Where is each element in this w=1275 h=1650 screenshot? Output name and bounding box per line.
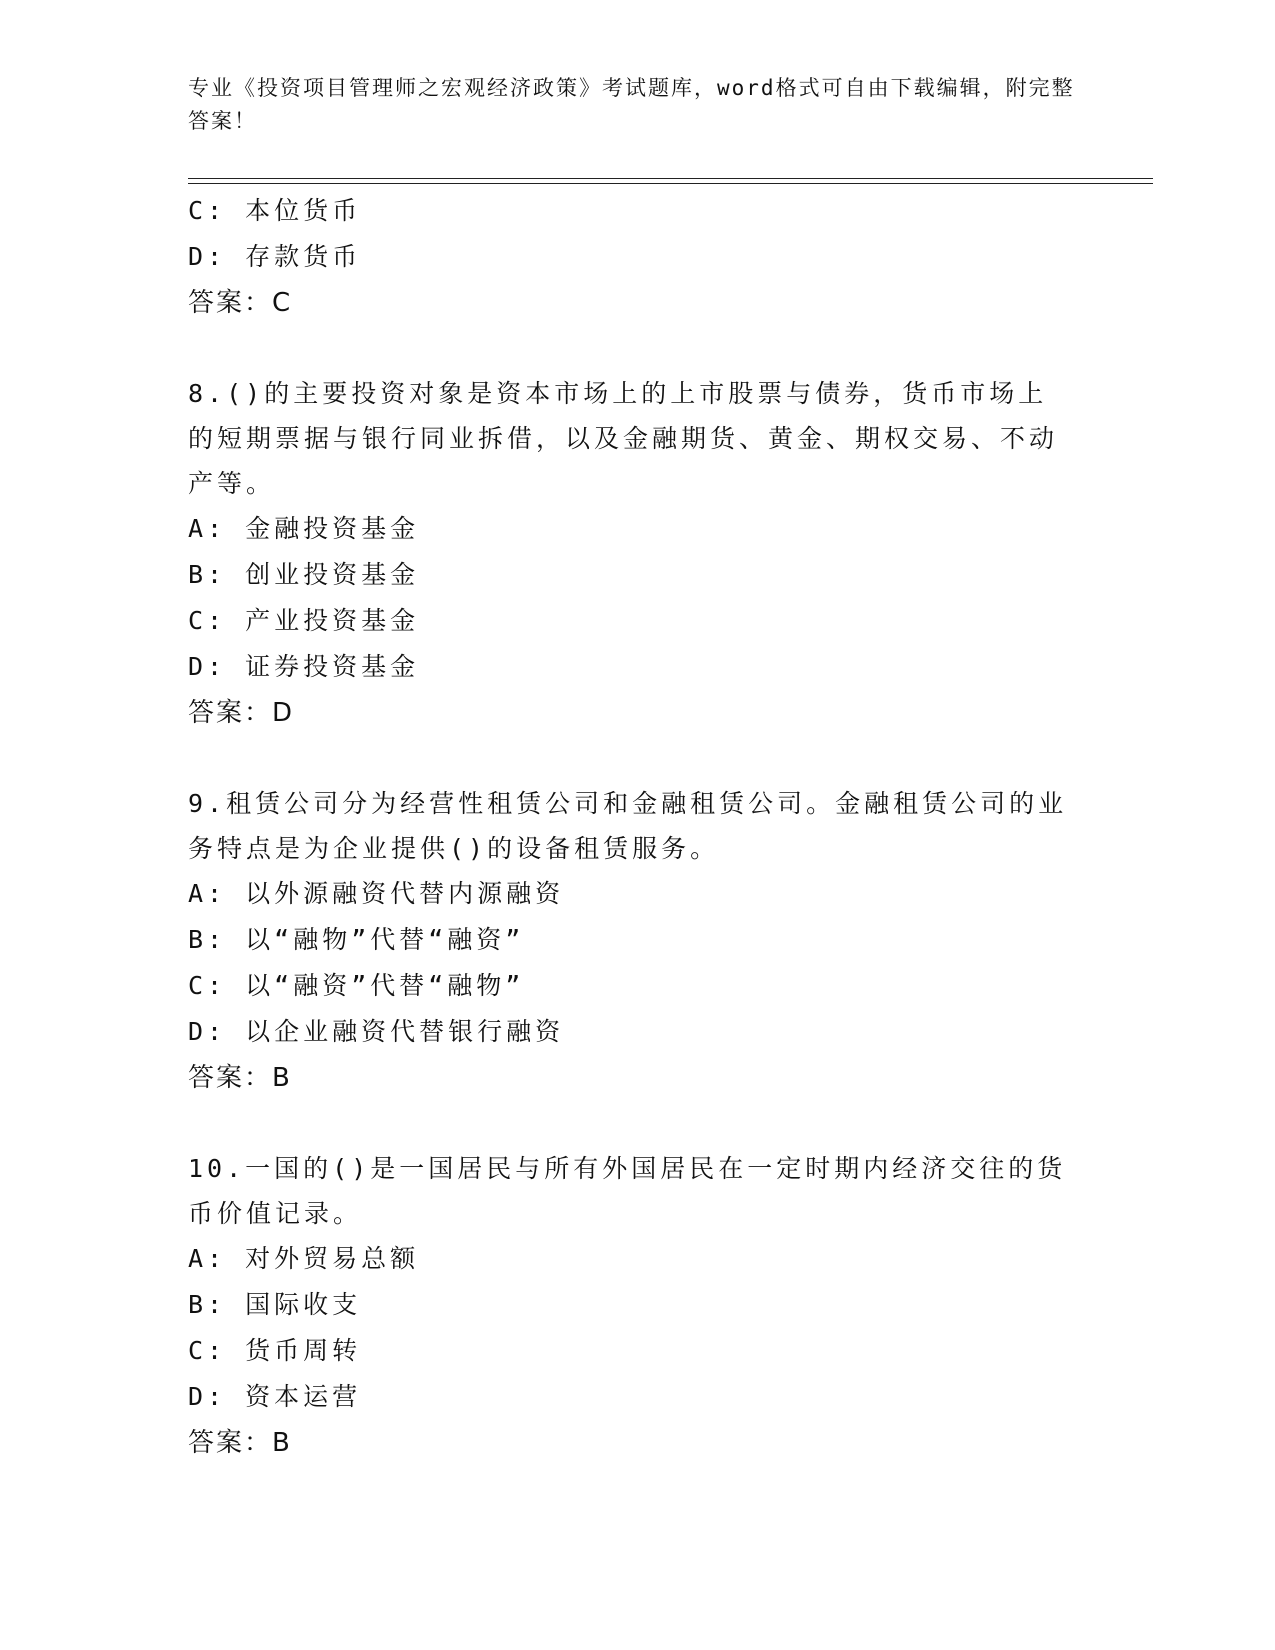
option-a: A: 以外源融资代替内源融资 [188, 879, 565, 908]
option-b: B: 以“融物”代替“融资” [188, 925, 525, 954]
answer-line: 答案：C [188, 288, 293, 318]
option-d: D: 资本运营 [188, 1382, 362, 1411]
option-a: A: 对外贸易总额 [188, 1244, 420, 1273]
option-b: B: 国际收支 [188, 1290, 362, 1319]
option-d: D: 以企业融资代替银行融资 [188, 1017, 565, 1046]
option-b: B: 创业投资基金 [188, 560, 420, 589]
header-divider-bottom [188, 183, 1153, 184]
spacer [188, 736, 1088, 781]
question-8 [188, 371, 1088, 736]
question-carryover [188, 188, 1088, 326]
question-stem: 8.()的主要投资对象是资本市场上的上市股票与债券，货币市场上的短期票据与银行同业拆借，以及金融期货、黄金、期权交易、不动产等。 [188, 379, 1059, 498]
header-divider-top [188, 178, 1153, 179]
document-body [188, 188, 1088, 1466]
option-c: C: 货币周转 [188, 1336, 362, 1365]
question-9 [188, 781, 1088, 1101]
option-a: A: 金融投资基金 [188, 514, 420, 543]
spacer [188, 1101, 1088, 1146]
question-10 [188, 1146, 1088, 1466]
answer-line: 答案：B [188, 1428, 292, 1458]
question-stem: 10.一国的()是一国居民与所有外国居民在一定时期内经济交往的货币价值记录。 [188, 1154, 1067, 1228]
option-c: C: 产业投资基金 [188, 606, 420, 635]
question-stem: 9.租赁公司分为经营性租赁公司和金融租赁公司。金融租赁公司的业务特点是为企业提供()的设备租赁服务。 [188, 789, 1068, 863]
answer-line: 答案：D [188, 698, 295, 728]
answer-line: 答案：B [188, 1063, 292, 1093]
spacer [188, 326, 1088, 371]
option-d: D: 存款货币 [188, 242, 362, 271]
option-c: C: 以“融资”代替“融物” [188, 971, 525, 1000]
page-header: 专业《投资项目管理师之宏观经济政策》考试题库，word格式可自由下载编辑，附完整答案！ [188, 76, 1075, 133]
option-d: D: 证券投资基金 [188, 652, 420, 681]
option-c: C: 本位货币 [188, 196, 362, 225]
